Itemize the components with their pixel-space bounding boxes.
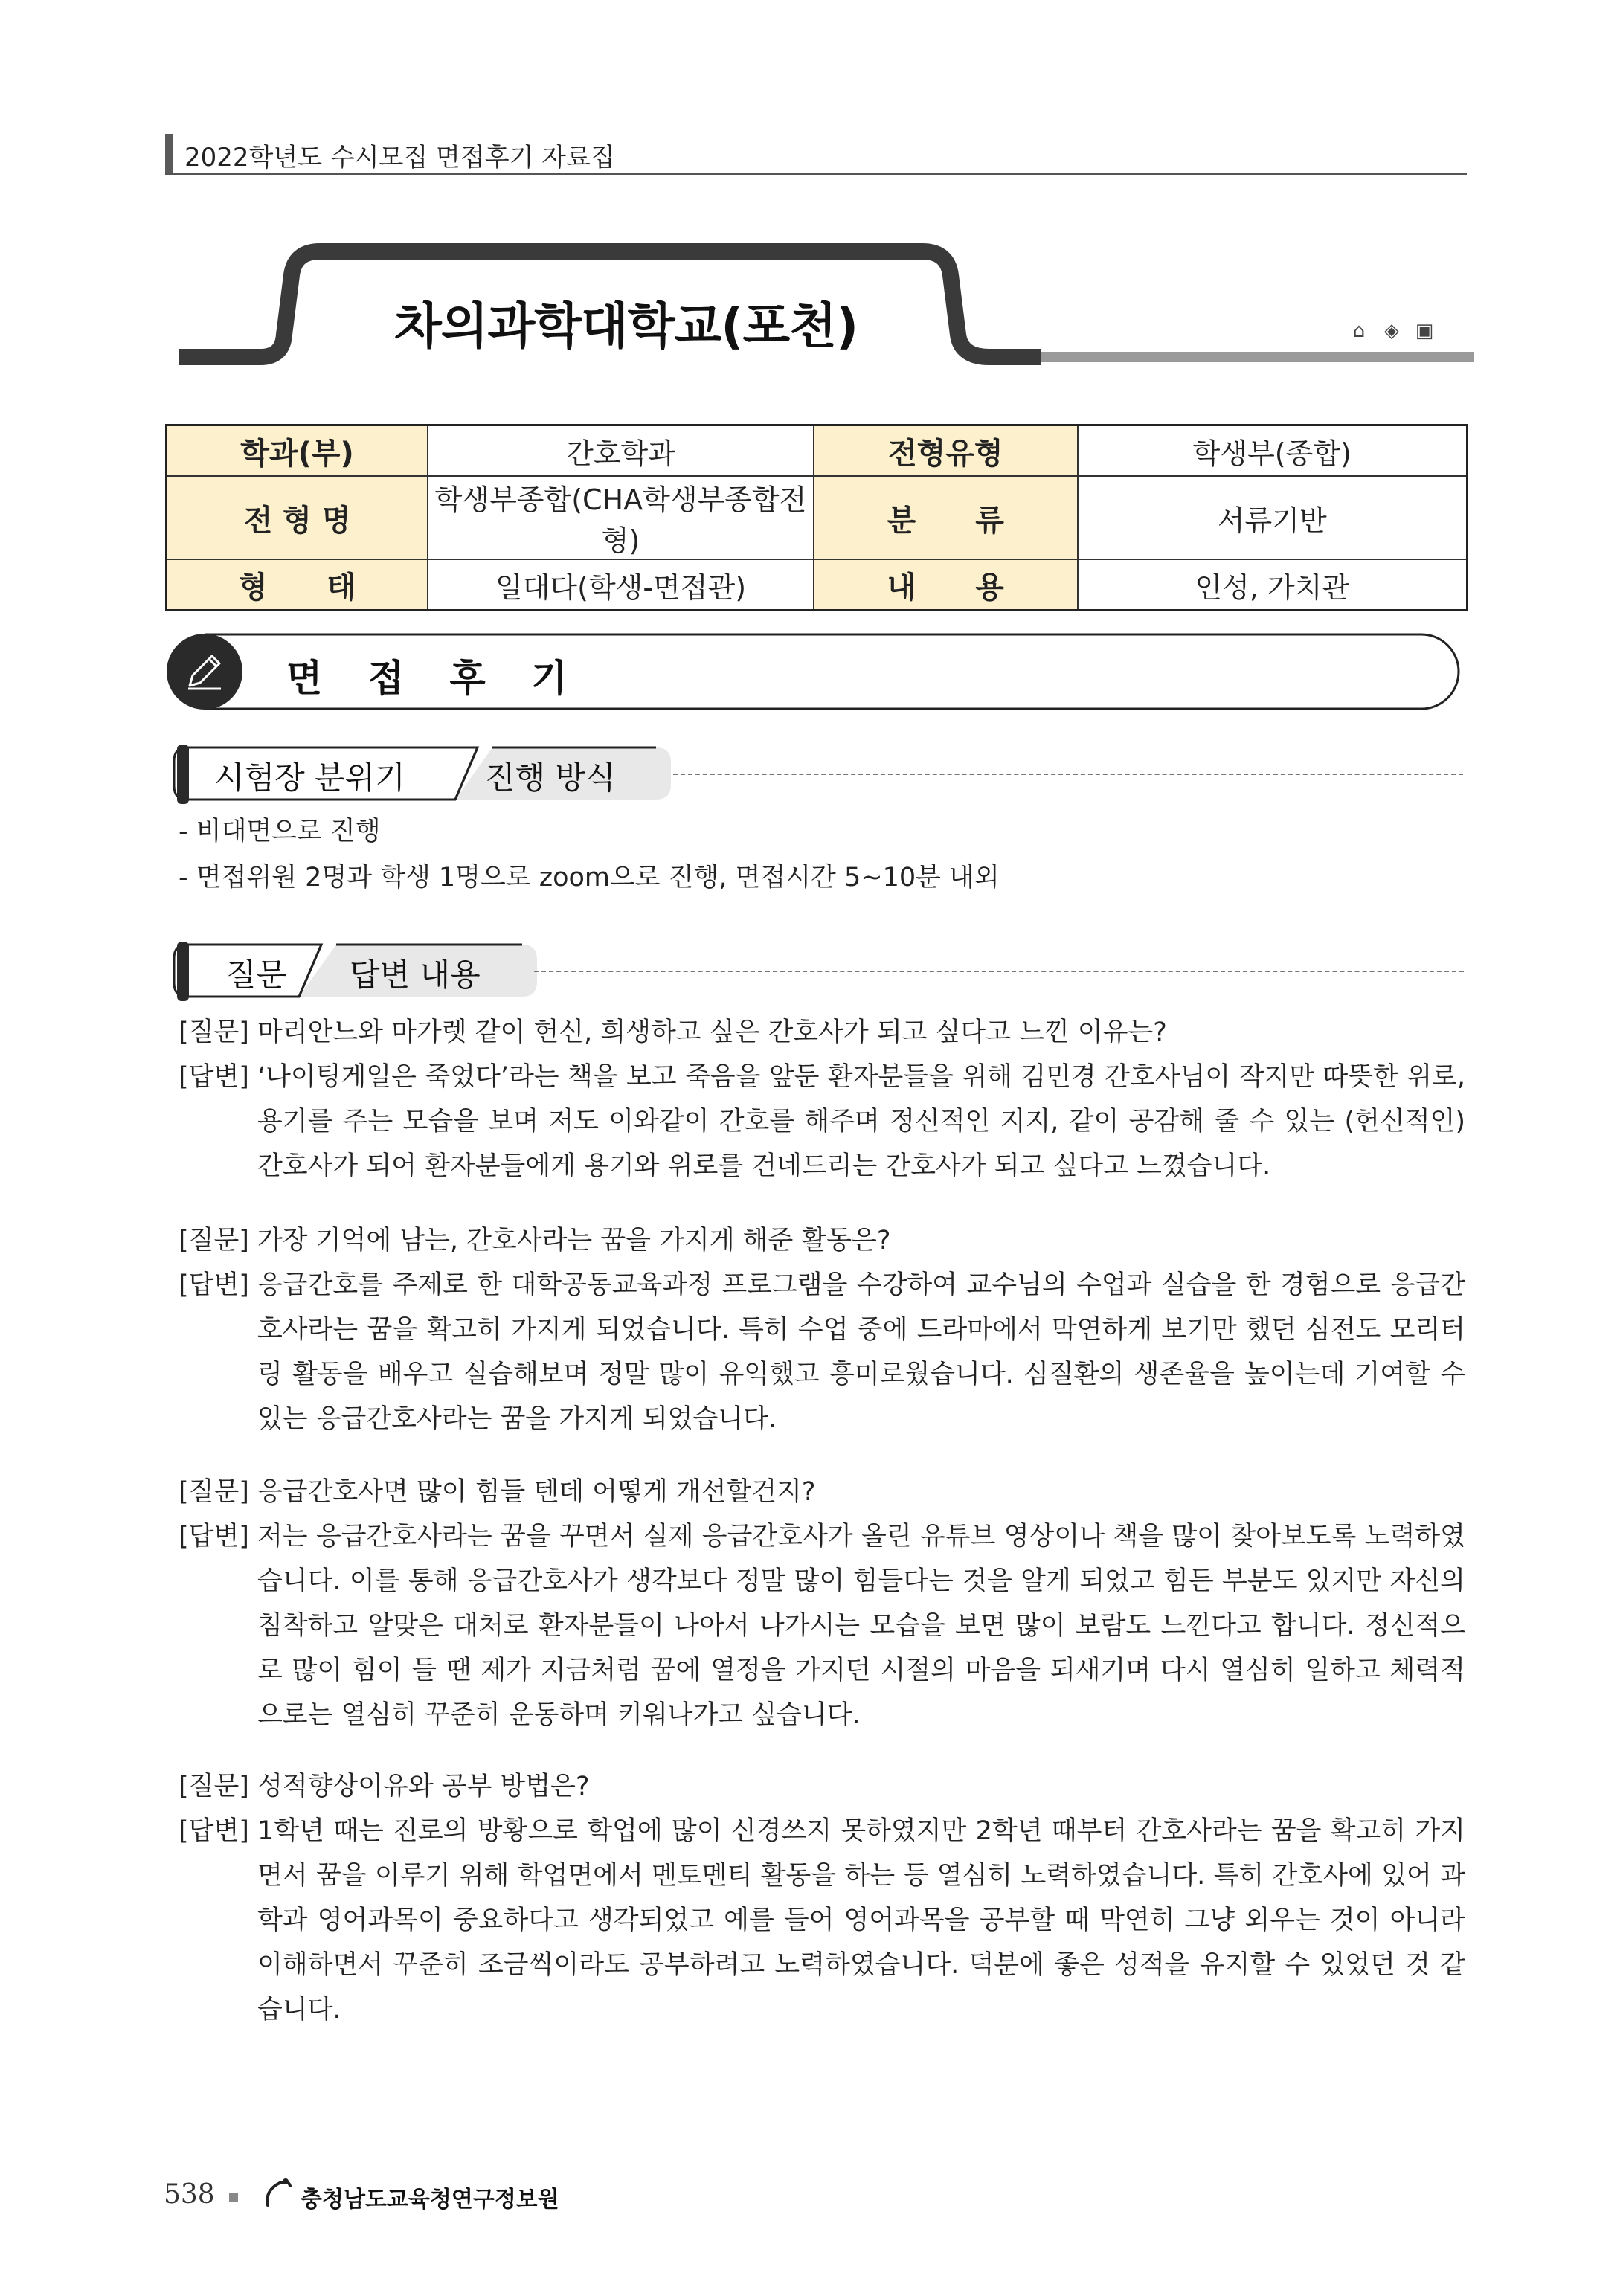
question-text: 성적향상이유와 공부 방법은? [257,1772,590,1801]
answer-text: 응급간호를 주제로 한 대학공동교육과정 프로그램을 수강하여 교수님의 수업과 실습을 한 경험으로 응급간호사라는 꿈을 확고히 가지게 되었습니다. 특히 수업 중에 드라마에서 막연하게 보기만 했던 심전도 모리터링 활동을 배우고 실습해보며 정말 많이 유익했고 흥미로웠습니다. 심질환의 생존율을 높이는데 기여할 수 있는 응급간호사라는 꿈을 가지게 되었습니다. [257,1270,1465,1434]
answer-tag: [답변] [179,1522,249,1551]
answer-text: 1학년 때는 진로의 방황으로 학업에 많이 신경쓰지 못하였지만 2학년 때부터 간호사라는 꿈을 확고히 가지면서 꿈을 이루기 위해 학업면에서 멘토멘티 활동을 하는 등 열심히 노력하였습니다. 특히 간호사에 있어 과학과 영어과목이 중요하다고 생각되었고 예를 들어 영어과목을 공부할 때 막연히 그냥 외우는 것이 아니라 이해하면서 꾸준히 조금씩이라도 공부하려고 노력하였습니다. 덕분에 좋은 성적을 유지할 수 있었던 것 같습니다. [257,1816,1465,2025]
label-department: 학과(부) [167,425,428,477]
footer-separator [229,2193,238,2202]
label-category: 분 류 [814,476,1077,559]
label-format: 형 태 [167,559,428,611]
answer-text: 저는 응급간호사라는 꿈을 꾸면서 실제 응급간호사가 올린 유튜브 영상이나 책을 많이 찾아보도록 노력하였습니다. 이를 통해 응급간호사가 생각보다 정말 많이 힘들다는 것을 알게 되었고 힘든 부분도 있지만 자신의 침착하고 알맞은 대처로 환자분들이 나아서 나가시는 모습을 보면 많이 보람도 느낀다고 합니다. 정신적으로 많이 힘이 들 땐 제가 지금처럼 꿈에 열정을 가지던 시절의 마음을 되새기며 다시 열심히 일하고 체력적으로는 열심히 꾸준히 운동하며 키워나가고 싶습니다. [257,1522,1465,1730]
value-format: 일대다(학생-면접관) [428,559,814,611]
section1-bullet: - 면접위원 2명과 학생 1명으로 zoom으로 진행, 면접시간 5~10분 내외 [179,863,1000,893]
page-number: 538 [164,2179,215,2210]
section1-bullet: - 비대면으로 진행 [179,817,381,846]
question-tag: [질문] [179,1226,249,1255]
section2-tab-right: 답변 내용 [350,956,481,993]
value-admission-type: 학생부(종합) [1078,425,1468,477]
question-text: 응급간호사면 많이 힘들 텐데 어떻게 개선할건지? [257,1477,816,1507]
question-text: 마리안느와 마가렛 같이 헌신, 희생하고 싶은 간호사가 되고 싶다고 느낀 이유는? [257,1017,1167,1047]
org-name: 충청남도교육청연구정보원 [301,2187,559,2213]
school-icon-group [1348,320,1436,342]
header-accent-bar [165,134,173,173]
school-title: 차의과학대학교(포천) [394,298,858,355]
graduation-cap-icon: ◈ [1384,320,1399,342]
question-tag: [질문] [179,1477,249,1507]
label-content: 내 용 [814,559,1077,611]
answer-tag: [답변] [179,1816,249,1846]
section1-tab-right: 진행 방식 [485,759,616,796]
table-row [167,425,1468,477]
qa-block [179,1470,1465,1737]
label-admission-type: 전형유형 [814,425,1077,477]
header-rule [165,173,1467,175]
answer-text: ‘나이팅게일은 죽었다’라는 책을 보고 죽음을 앞둔 환자분들을 위해 김민경 간호사님이 작지만 따뜻한 위로, 용기를 주는 모습을 보며 저도 이와같이 간호를 해주며 정신적인 지지, 같이 공감해 줄 수 있는 (헌신적인) 간호사가 되어 환자분들에게 용기와 위로를 건네드리는 간호사가 되고 싶다고 느꼈습니다. [257,1062,1465,1181]
pencil-icon [182,649,227,693]
value-department: 간호학과 [428,425,814,477]
qa-block [179,1010,1465,1189]
answer-tag: [답변] [179,1270,249,1300]
value-track-name: 학생부종합(CHA학생부종합전형) [428,476,814,559]
label-track-name: 전 형 명 [167,476,428,559]
section1-tab-left: 시험장 분위기 [214,759,405,796]
qa-block [179,1764,1465,2032]
question-text: 가장 기억에 남는, 간호사라는 꿈을 가지게 해준 활동은? [257,1226,891,1255]
section2-divider [534,971,1464,972]
value-category: 서류기반 [1078,476,1468,559]
table-row [167,476,1468,559]
org-logo-icon [260,2176,296,2211]
review-banner-title: 면 접 후 기 [286,657,584,700]
qa-block [179,1218,1465,1441]
question-tag: [질문] [179,1017,249,1047]
section2-tab-left: 질문 [226,956,287,993]
notebook-icon: ▣ [1415,320,1434,342]
admission-info-table [165,424,1468,611]
table-row [167,559,1468,611]
answer-tag: [답변] [179,1062,249,1092]
value-content: 인성, 가치관 [1078,559,1468,611]
school-building-icon: ⌂ [1352,320,1366,342]
question-tag: [질문] [179,1772,249,1801]
running-header-title: 2022학년도 수시모집 면접후기 자료집 [184,143,615,173]
section1-divider [673,774,1463,775]
